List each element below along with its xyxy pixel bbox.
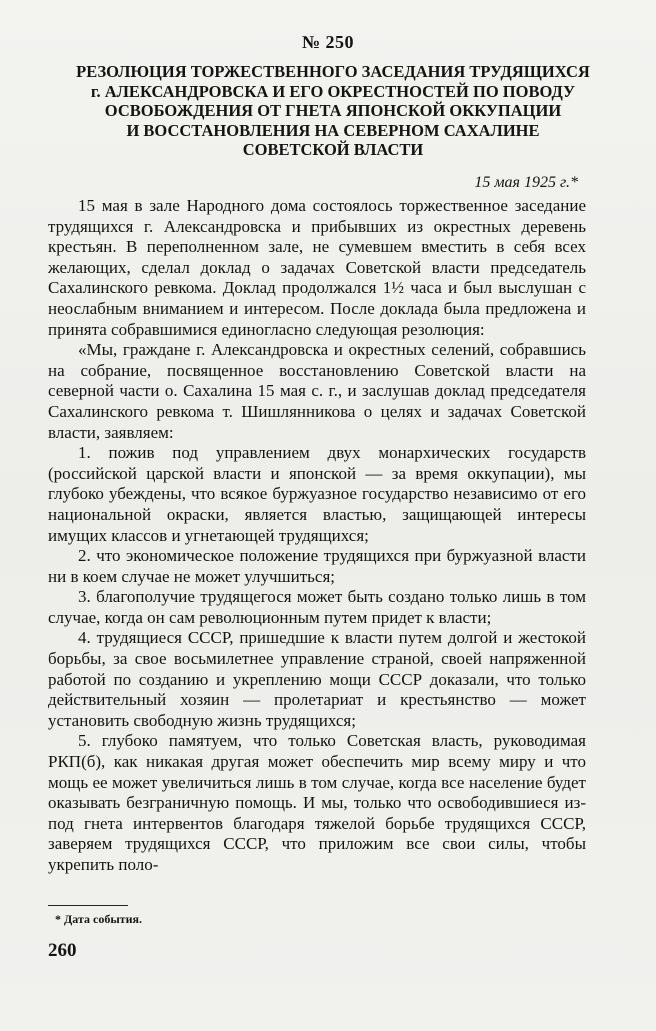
document-number: № 250 xyxy=(301,32,355,52)
title-line: РЕЗОЛЮЦИЯ ТОРЖЕСТВЕННОГО ЗАСЕДАНИЯ ТРУДЯЩИХСЯ xyxy=(76,62,590,81)
paragraph: 1. пожив под управлением двух монархических государств (российской царской власти и японской — за время оккупации), мы глубоко убеждены, что всякое буржуазное государство независимо от его национальной окраски, является властью, защищающей интересы имущих классов и угнетающей трудящихся; xyxy=(48,443,586,545)
document-date: 15 мая 1925 г.* xyxy=(474,174,578,191)
footnote-divider xyxy=(48,905,128,906)
paragraph: «Мы, граждане г. Александровска и окрестных селений, собравшись на собрание, посвященное восстановлению Советской власти на северной части о. Сахалина 15 мая с. г., и заслушав доклад председателя Сахалинского ревкома т. Шишлянникова о целях и задачах Советской власти, заявляем: xyxy=(48,340,586,442)
title-line: И ВОССТАНОВЛЕНИЯ НА СЕВЕРНОМ САХАЛИНЕ xyxy=(126,120,540,140)
title-line: СОВЕТСКОЙ ВЛАСТИ xyxy=(242,140,424,159)
footnote: * Дата события. xyxy=(55,912,142,926)
title-line: ОСВОБОЖДЕНИЯ ОТ ГНЕТА ЯПОНСКОЙ ОККУПАЦИИ xyxy=(104,101,562,120)
paragraph: 2. что экономическое положение трудящихся при буржуазной власти ни в коем случае не может улучшиться; xyxy=(48,546,586,586)
title-line: г. АЛЕКСАНДРОВСКА И ЕГО ОКРЕСТНОСТЕЙ ПО ПОВОДУ xyxy=(90,81,576,101)
document-body xyxy=(48,196,586,876)
page-number: 260 xyxy=(48,940,77,961)
document-title xyxy=(38,62,628,160)
paragraph: 3. благополучие трудящегося может быть создано только лишь в том случае, когда он сам революционным путем придет к власти; xyxy=(48,587,586,627)
paragraph: 5. глубоко памятуем, что только Советская власть, руководимая РКП(б), как никакая другая может обеспечить мир всему миру и что мощь ее может увеличиться лишь в том случае, когда все население будет оказывать безграничную помощь. И мы, только что освободившиеся из-под гнета интервентов благодаря тяжелой борьбе трудящихся СССР, заверяем трудящихся СССР, что приложим все свои силы, чтобы укрепить поло- xyxy=(48,731,586,874)
paragraph: 15 мая в зале Народного дома состоялось торжественное заседание трудящихся г. Александровска и прибывших из окрестных деревень крестьян. В переполненном зале, не сумевшем вместить в себя всех желающих, сделал доклад о задачах Советской власти председатель Сахалинского ревкома. Доклад продолжался 1½ часа и был выслушан с неослабным вниманием и интересом. После доклада была предложена и принята собравшимися единогласно следующая резолюция: xyxy=(48,196,586,339)
paragraph: 4. трудящиеся СССР, пришедшие к власти путем долгой и жестокой борьбы, за свое восьмилетнее управление страной, своей напряженной работой по созданию и укреплению мощи СССР доказали, что только действительный хозяин — пролетариат и крестьянство — может установить свободную жизнь трудящихся; xyxy=(48,628,586,730)
